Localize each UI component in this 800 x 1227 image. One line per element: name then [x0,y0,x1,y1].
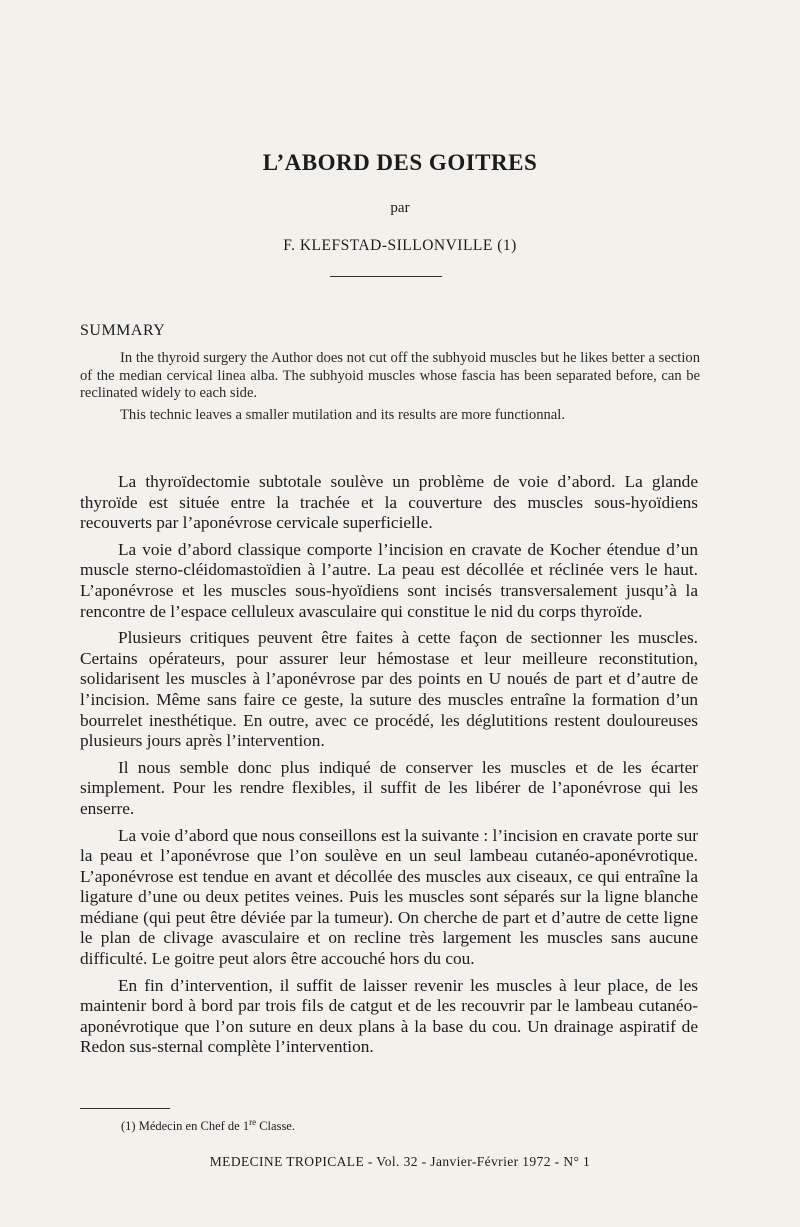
footnote-superscript: re [249,1117,257,1127]
body-paragraph: La thyroïdectomie subtotale soulève un problème de voie d’abord. La glande thyroïde est située entre la trachée et la couverture des muscles sous-hyoïdiens recouverts par l’aponévrose cervicale superficielle. [80,472,698,533]
body-text [80,472,698,1064]
footnote-marker: (1) [121,1119,136,1134]
summary-paragraph: This technic leaves a smaller mutilation and its results are more functionnal. [120,406,565,423]
footnote-divider [80,1108,170,1109]
byline-par: par [390,200,410,216]
body-paragraph: En fin d’intervention, il suffit de laisser revenir les muscles à leur place, de les maintenir bord à bord par trois fils de catgut et de les recouvrir par le lambeau cutanéo-aponévrotique que l’on suture en deux plans à la base du cou. Un drainage aspiratif de Redon sus-sternal complète l’intervention. [80,975,698,1057]
body-paragraph: La voie d’abord que nous conseillons est la suivante : l’incision en cravate porte sur la peau et l’aponévrose que l’on soulève en un seul lambeau cutanéo-aponévrotique. L’aponévrose est tendue en avant et décollée des muscles aux ciseaux, ce qui entraîne la ligature d’une ou deux petites veines. Puis les muscles sont séparés sur la ligne blanche médiane (qui peut être déviée par la tumeur). On cherche de part et d’autre de cette ligne le plan de clivage avasculaire et on recline très largement les muscles sans aucune difficulté. Le goitre peut alors être accouché hors du cou. [80,825,698,969]
footnote [121,1117,295,1134]
body-paragraph: La voie d’abord classique comporte l’incision en cravate de Kocher étendue d’un muscle sterno-cléidomastoïdien à l’autre. La peau est décollée et réclinée vers le haut. L’aponévrose et les muscles sous-hyoïdiens sont incisés transversalement jusqu’à la rencontre de l’espace celluleux avasculaire qui constitue le nid du corps thyroïde. [80,539,698,621]
body-paragraph: Plusieurs critiques peuvent être faites à cette façon de sectionner les muscles. Certains opérateurs, pour assurer leur hémostase et leur meilleure reconstitution, solidarisent les muscles à l’aponévrose par des points en U noués de part et d’autre de l’incision. Même sans faire ce geste, la suture des muscles entraîne la formation d’un bourrelet inesthétique. En outre, avec ce procédé, les déglutitions restent douloureuses plusieurs jours après l’intervention. [80,628,698,751]
summary-heading: SUMMARY [80,322,166,339]
summary-block [80,350,700,428]
author-name: F. KLEFSTAD-SILLONVILLE (1) [283,237,517,254]
footnote-text-end: Classe. [256,1119,295,1134]
article-title: L’ABORD DES GOITRES [262,150,538,175]
summary-paragraph: In the thyroid surgery the Author does not cut off the subhyoid muscles but he likes better a section of the median cervical linea alba. The subhyoid muscles whose fascia has been separated before, can be reclinated widely to each side. [80,350,700,401]
running-footer: MEDECINE TROPICALE - Vol. 32 - Janvier-Février 1972 - N° 1 [209,1154,591,1169]
body-paragraph: Il nous semble donc plus indiqué de conserver les muscles et de les écarter simplement. Pour les rendre flexibles, il suffit de les libérer de l’aponévrose qui les enserre. [80,757,698,818]
footnote-text: Médecin en Chef de 1 [138,1119,250,1134]
title-divider [330,276,442,277]
